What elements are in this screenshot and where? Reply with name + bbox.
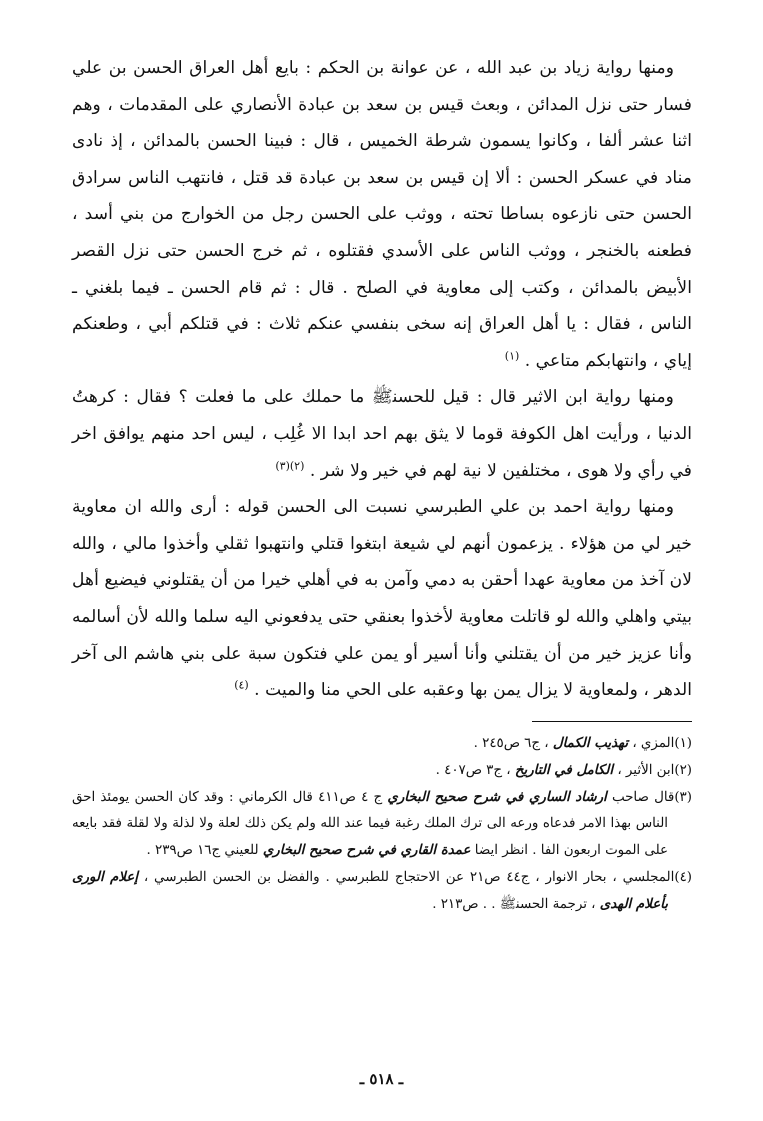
footnote-3-before: قال صاحب [606,789,675,805]
paragraph-2-text: ومنها رواية ابن الاثير قال : قيل للحسن‍ﷺ ما حملك على ما فعلت ؟ فقال : كرهتُ الدنيا ، ورأيت اهل الكوفة قوما لا يثق بهم احد ابدا الا غُلِب ، ليس احد منهم يوافق اخر في رأي ولا هوى ، مختلفين لا نية لهم في خير ولا شر . [72,387,692,481]
footnote-ref-4: (٤) [234,678,249,692]
footnote-1-number: (١) [674,735,692,751]
footnote-3-after: ج ٤ ص٤١١ قال الكرماني : وقد كان الحسن يومئذ احق الناس بهذا الامر فدعاه ورعه الى ترك الملك رغبة فيما عند الله ولم يكن ذلك لعلة ولا لذلة ولا لقلة فقد بايعه على الموت اربعون الفا . انظر ايضا [72,789,668,858]
footnote-4-before: المجلسي ، بحار الانوار ، ج٤٤ ص٢١ عن الاحتجاج للطبرسي . والفضل بن الحسن الطبرسي ، [137,869,675,885]
paragraph-1-text: ومنها رواية زياد بن عبد الله ، عن عوانة بن الحكم : بايع أهل العراق الحسن بن علي فسار حتى نزل المدائن ، وبعث قيس بن سعد بن عبادة الأنصاري على المقدمات ، وهم اثنا عشر ألفا ، وكانوا يسمون شرطة الخميس ، قال : فبينا الحسن بالمدائن ، إذ نادى مناد في عسكر الحسن : ألا إن قيس بن سعد بن عبادة قد قتل ، فانتهب الناس سرادق الحسن حتى نازعوه بساطا تحته ، ووثب على الحسن رجل من الخوارج من بني أسد ، فطعنه بالخنجر ، ووثب الناس على الأسدي فقتلوه ، ثم خرج الحسن حتى نزل القصر الأبيض بالمدائن ، وكتب إلى معاوية في الصلح . قال : ثم قام الحسن ـ فيما بلغني ـ الناس ، فقال : يا أهل العراق إنه سخى بنفسي عنكم ثلاث : في قتلكم أبي ، وطعنكم إياي ، وانتهابكم متاعي . [72,58,692,371]
footnote-4-title: إعلام الورى بأعلام الهدى [72,868,668,912]
paragraph-3 [72,489,692,709]
main-text [72,50,692,709]
footnote-4-after: ، ترجمة الحسن‍ﷺ . . ص٢١٣ . [432,896,600,912]
document-page [72,50,692,918]
footnote-2-after: ، ج٣ ص٤٠٧ . [435,762,515,778]
footnote-ref-1: (١) [504,349,520,363]
footnote-4 [72,864,692,918]
footnotes [72,730,692,918]
footnote-1-before: المزي ، [628,735,675,751]
paragraph-1 [72,50,692,379]
footnote-2 [72,757,692,784]
footnote-divider [532,721,692,722]
footnote-2-title: الكامل في التاريخ [514,761,614,778]
footnote-1 [72,730,692,757]
footnote-3-title: ارشاد الساري في شرح صحيح البخاري [387,788,607,805]
footnote-ref-2-3: (٢)(٣) [275,458,305,472]
footnote-4-number: (٤) [674,869,692,885]
footnote-3-after-2: للعيني ج١٦ ص٢٣٩ . [146,842,263,858]
paragraph-3-text: ومنها رواية احمد بن علي الطبرسي نسبت الى الحسن قوله : أرى والله ان معاوية خير لي من هؤلاء . يزعمون أنهم لي شيعة ابتغوا قتلي وانتهبوا ثقلي وأخذوا مالي ، والله لان آخذ من معاوية عهدا أحقن به دمي وآمن به في أهلي خيرا من أن يقتلوني فيضيع أهل بيتي واهلي والله لو قاتلت معاوية لأخذوا بعنقي حتى يدفعوني اليه سلما والله لأن أسالمه وأنا عزيز خير من أن يقتلني وأنا أسير أو يمن علي فتكون سبة على بني هاشم الى آخر الدهر ، ولمعاوية لا يزال يمن بها وعقبه على الحي منا والميت . [72,497,692,701]
footnote-3 [72,784,692,864]
footnote-1-after: ، ج٦ ص٢٤٥ . [473,735,553,751]
footnote-2-before: ابن الأثير ، [613,762,675,778]
footnote-3-title-2: عمدة القاري في شرح صحيح البخاري [262,841,471,858]
page-number: ـ ٥١٨ ـ [359,1070,404,1088]
paragraph-2 [72,379,692,489]
footnote-1-title: تهذيب الكمال [552,734,629,751]
footnote-3-number: (٣) [674,789,692,805]
footnote-2-number: (٢) [674,762,692,778]
